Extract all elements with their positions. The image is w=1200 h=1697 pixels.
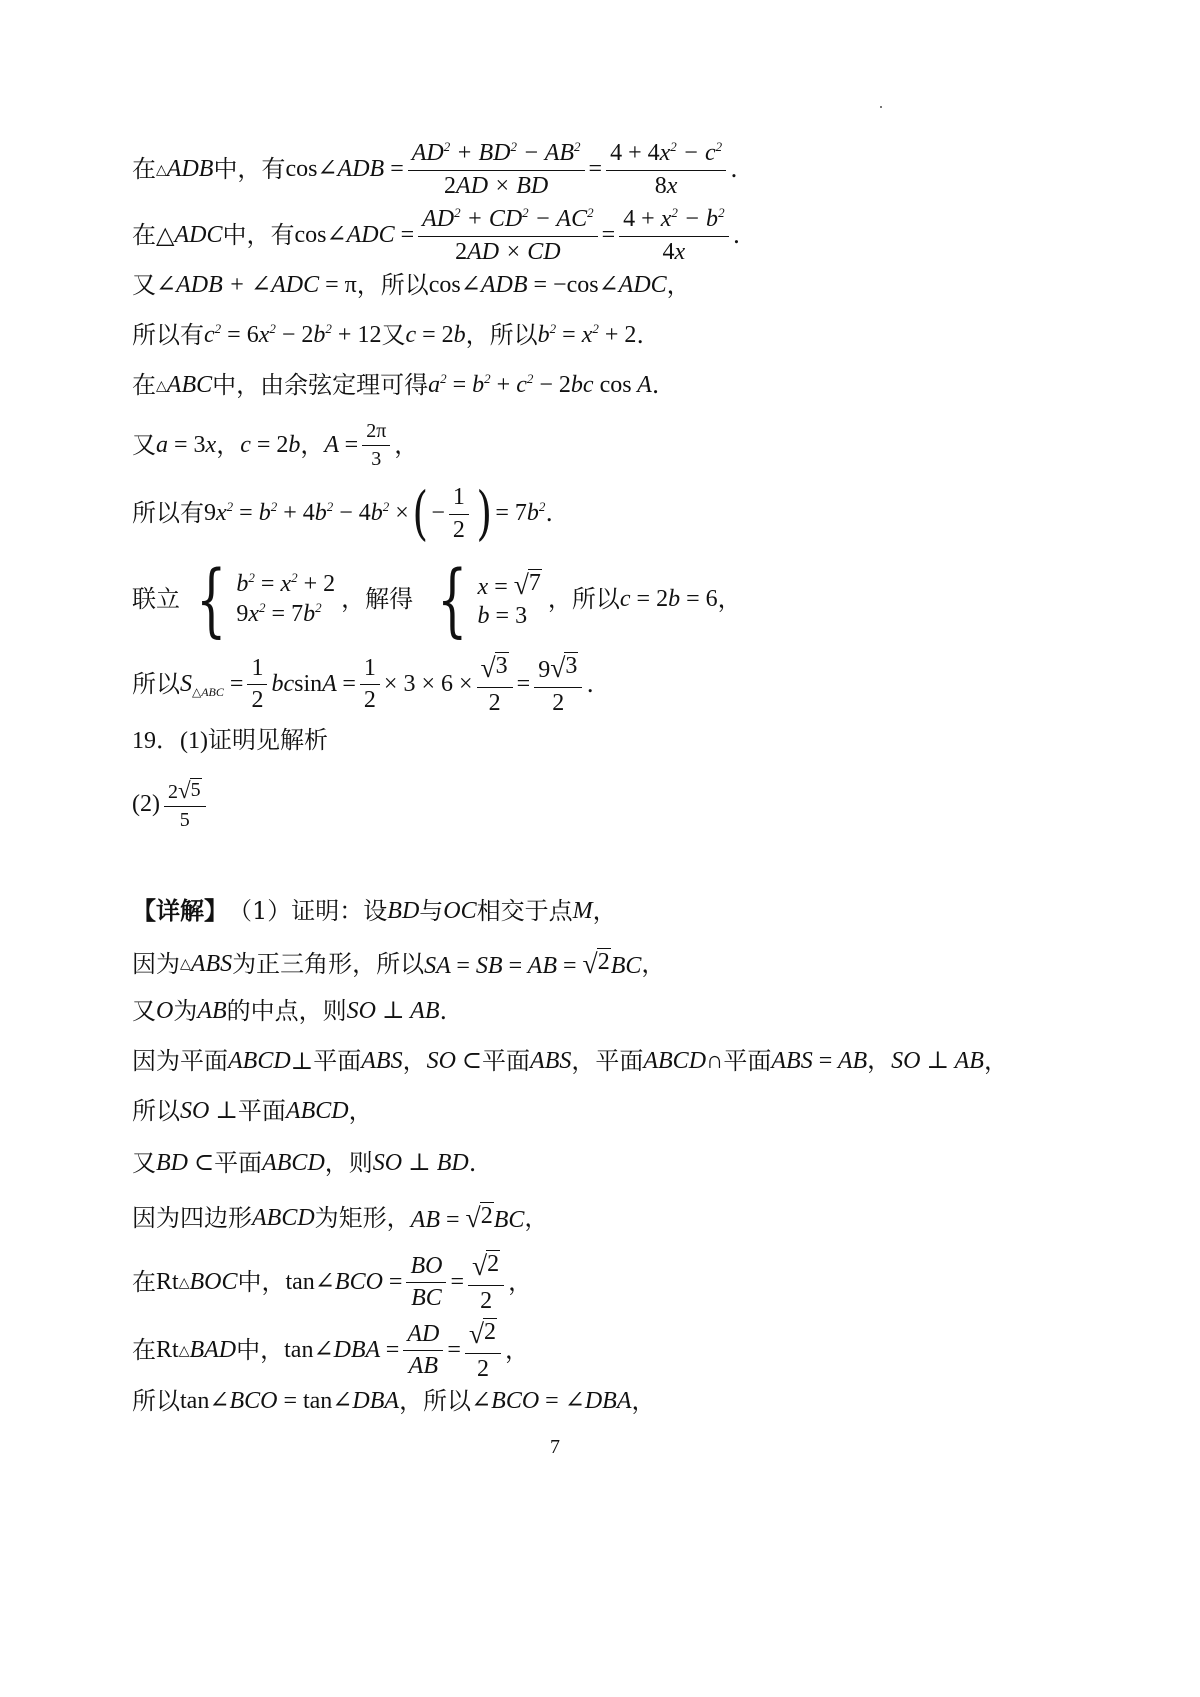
detail-line-8 [132, 1250, 532, 1315]
math: ABCD [262, 1150, 325, 1176]
period: . [730, 155, 738, 184]
math: bcsinA = [271, 670, 356, 697]
triangle-name: ADB [166, 156, 214, 183]
math: ABCD [228, 1048, 291, 1074]
eq-line-9x2 [132, 480, 554, 548]
text: ，解得 [341, 584, 414, 613]
text: ， [505, 1335, 530, 1364]
text: ， [216, 430, 241, 459]
text: 所以 [132, 669, 180, 698]
math: O [156, 998, 174, 1024]
math: ABCD∩ [643, 1048, 724, 1074]
math: ABS [530, 1048, 572, 1074]
text: ， [402, 1047, 427, 1075]
detail-line-7 [132, 1202, 548, 1235]
speck [880, 106, 882, 108]
math: c = 2b [405, 322, 466, 348]
text: . [468, 1149, 477, 1177]
text: ， [508, 1267, 533, 1296]
eq-line-law-of-cosines [132, 372, 659, 400]
math: AB [197, 998, 227, 1024]
math: Rt [156, 1336, 179, 1363]
eq-line-given-values [132, 420, 418, 471]
math: − [431, 500, 445, 527]
fraction: 9 √ 3 2 [534, 652, 582, 717]
text: ， [666, 271, 691, 299]
text: 中，有 [213, 155, 286, 184]
math: SO ⊥ AB [346, 998, 440, 1024]
text: ， [592, 897, 617, 925]
text: 中，有 [222, 221, 295, 250]
fraction: $\frac{2\pi}{3}$ [362, 420, 390, 471]
math: $c^2 = 6x^2 - 2b^2 + 12$ [204, 320, 382, 348]
fraction: $\frac{4 + 4x^2 - c^2}{8x}$ [606, 140, 726, 200]
math: tan∠BCO = [285, 1268, 403, 1295]
text: 在 [132, 1267, 156, 1296]
text: 为正三角形，所以 [232, 949, 425, 978]
fraction: $\frac{AD^2 + BD^2 - AB^2}{2AD \times BD}$ [408, 140, 585, 200]
detail-line-4 [132, 1048, 1008, 1076]
text: 在 [132, 371, 156, 399]
math: Rt [156, 1268, 179, 1295]
text: （1）证明：设 [228, 897, 388, 925]
math: ∠BCO = ∠DBA [471, 1388, 632, 1414]
math: SO ⊂ [426, 1048, 483, 1074]
text: ， [983, 1047, 1008, 1075]
triangle-name: ADC [174, 222, 223, 249]
fraction: $\frac{1}{2}$ [360, 655, 380, 715]
text: 又 [132, 271, 156, 299]
detail-line-10 [132, 1388, 655, 1416]
math: c = 2b = 6 [619, 585, 718, 612]
equation-system: { $b^2 = x^2 + 2$ $9x^2 = 7b^2$ [196, 553, 336, 646]
math: cos∠ADB = −cos∠ADC [428, 272, 667, 298]
math: SA = SB = AB = √ 2 BC [424, 948, 642, 979]
text: ， [717, 584, 742, 613]
text: ， [641, 949, 666, 978]
question-label: 19．(1)证明见解析 [132, 728, 328, 754]
eq-line-cos-adb [132, 140, 738, 200]
text: 中， [237, 1267, 286, 1296]
right-paren: ) [476, 480, 492, 548]
text: 为 [173, 997, 198, 1025]
fraction: $\frac{4 + x^2 - b^2}{4x}$ [619, 206, 728, 266]
text: 所以有 [132, 321, 204, 349]
triangle-symbol: △ [178, 1274, 190, 1291]
text: 又 [132, 997, 156, 1025]
detail-line-6 [132, 1150, 476, 1178]
eq-line-angle-sum [132, 272, 691, 300]
period: . [732, 221, 741, 250]
q19-part1 [132, 728, 328, 756]
fraction: $\frac{AD}{AB}$ [403, 1321, 443, 1381]
fraction: √ 2 2 [465, 1318, 501, 1383]
text: ，所以 [465, 321, 538, 349]
math: cos∠ADB = [285, 156, 404, 183]
math: BD ⊂ [156, 1150, 215, 1176]
math: cos∠ADC = [294, 222, 415, 249]
text: 又 [381, 321, 406, 349]
q19-part2 [132, 778, 210, 832]
math: = [601, 222, 616, 249]
math: = [447, 1336, 461, 1363]
fraction: √ 3 2 [477, 652, 513, 717]
math: = $7b^2$ [495, 499, 546, 527]
math: A = [324, 431, 359, 458]
math: BD [387, 898, 420, 924]
text: 为矩形， [314, 1203, 411, 1232]
text: 中， [236, 1335, 285, 1364]
fraction: $\frac{AD^2 + CD^2 - AC^2}{2AD \times CD}$ [418, 206, 597, 266]
math: SO ⊥ BD [372, 1150, 469, 1176]
detail-heading: 【详解】 [132, 897, 228, 925]
triangle-name: ABC [166, 372, 213, 398]
text: 中，由余弦定理可得 [212, 371, 429, 399]
text: ，平面 [571, 1047, 644, 1075]
text: 联立 [132, 584, 180, 613]
text: 平面 [723, 1047, 772, 1075]
left-paren: ( [412, 480, 428, 548]
text: . [651, 371, 660, 399]
fraction: $\frac{1}{2}$ [449, 484, 469, 544]
solution-system: { x = √ 7 b = 3 [437, 553, 541, 646]
detail-line-2 [132, 948, 665, 981]
math: = [588, 156, 603, 183]
text: ，则 [324, 1149, 373, 1177]
math: ∠ADB + ∠ADC = π [156, 272, 357, 298]
text: 因为四边形 [132, 1203, 252, 1232]
math: × 3 × 6 × [383, 670, 473, 697]
text: 所以 [132, 1097, 180, 1125]
math: ABS [190, 950, 233, 977]
triangle-symbol: △ [156, 377, 167, 394]
part-label: (2) [132, 791, 160, 818]
text: 所以 [132, 1387, 180, 1415]
math: AB = √ 2 BC [410, 1202, 525, 1233]
math: $9x^2 = b^2 + 4b^2 - 4b^2$ × [204, 499, 409, 527]
detail-line-5 [132, 1098, 373, 1126]
eq-line-cos-adc [132, 206, 740, 266]
detail-line-1 [132, 898, 617, 926]
math: SO ⊥ [180, 1098, 238, 1124]
text: 的中点，则 [226, 997, 347, 1025]
text: ，所以 [356, 271, 429, 299]
text: 又 [132, 1149, 156, 1177]
math: $S_{\triangle ABC}$ = [180, 670, 244, 699]
answer-fraction: 2 √ 5 5 [164, 778, 206, 832]
math: OC [443, 898, 477, 924]
text: ， [348, 1097, 373, 1125]
text: ，所以 [399, 1387, 472, 1415]
math: c = 2b [240, 431, 301, 458]
math: ABS = AB，SO ⊥ AB [771, 1048, 984, 1074]
math: tan∠DBA = [284, 1336, 400, 1363]
text: 又 [132, 430, 156, 459]
text: ， [300, 430, 325, 459]
text: . [636, 321, 645, 349]
fraction: $\frac{BO}{BC}$ [406, 1253, 446, 1313]
text: 在 [132, 1335, 156, 1364]
math: tan∠BCO = tan∠DBA [180, 1388, 400, 1414]
math: $b^2 = x^2 + 2$ [537, 320, 637, 348]
eq-line-area [132, 652, 594, 717]
triangle-symbol: △ [180, 956, 191, 973]
text: 平面 [214, 1149, 263, 1177]
math: BOC [189, 1268, 238, 1295]
text: ，所以 [547, 584, 620, 613]
eq-line-c-squared [132, 322, 644, 350]
text: 平面 [482, 1047, 531, 1075]
math: BAD [189, 1336, 237, 1363]
page-number: 7 [550, 1436, 560, 1458]
text: ， [524, 1203, 549, 1232]
math: ABS [361, 1048, 403, 1074]
fraction: √ 2 2 [468, 1250, 504, 1315]
text: 在 [132, 155, 156, 184]
math: M [572, 898, 593, 924]
eq-line-system [132, 553, 742, 646]
math: = [516, 670, 531, 697]
math: a = 3x [156, 431, 217, 458]
text: . [439, 997, 448, 1025]
text: 因为平面 [132, 1047, 228, 1075]
text: ， [394, 430, 419, 459]
text: 相交于点 [476, 897, 573, 925]
triangle-symbol: △ [178, 1342, 190, 1359]
text: 在 [132, 221, 156, 250]
math: = [450, 1268, 464, 1295]
triangle-symbol: △ [156, 162, 167, 179]
fraction: $\frac{1}{2}$ [247, 655, 267, 715]
detail-line-9 [132, 1318, 529, 1383]
math: ABCD [285, 1098, 349, 1124]
text: 与 [419, 897, 444, 925]
text: 因为 [132, 949, 180, 978]
text: ⊥平面 [290, 1047, 362, 1075]
text: 平面 [237, 1097, 286, 1125]
math: $a^2 = b^2 + c^2 - 2bc$ cos A [428, 370, 652, 398]
triangle-symbol: △ [156, 221, 175, 250]
text: ， [631, 1387, 656, 1415]
text: 所以有 [132, 499, 204, 528]
detail-line-3 [132, 998, 447, 1026]
text: . [586, 669, 595, 698]
text: . [545, 499, 554, 528]
math: ABCD [252, 1204, 315, 1231]
